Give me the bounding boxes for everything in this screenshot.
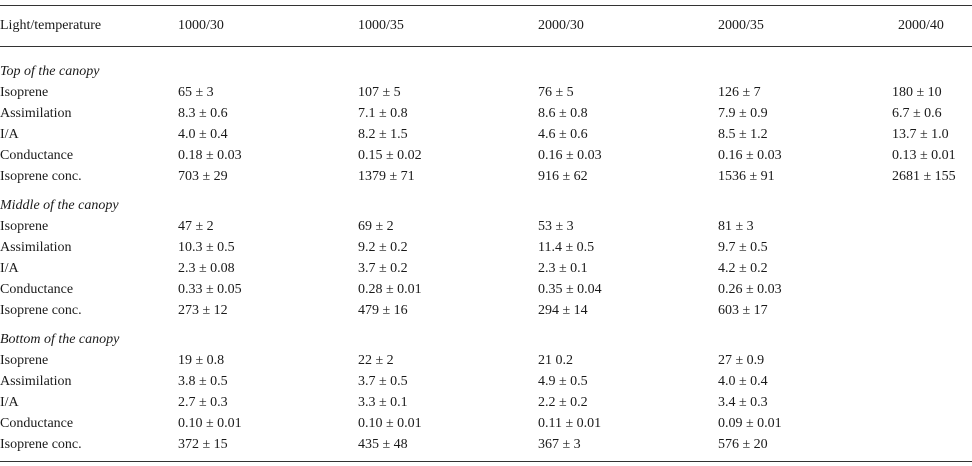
table-cell: 0.33 ± 0.05	[178, 281, 242, 297]
row-label: Isoprene	[0, 84, 49, 100]
row-label: Assimilation	[0, 105, 72, 121]
header-column-1: 1000/30	[178, 18, 224, 33]
table-bottom-rule	[0, 461, 972, 462]
table-cell: 0.09 ± 0.01	[718, 415, 782, 431]
row-label: Isoprene	[0, 218, 49, 234]
table-cell: 4.2 ± 0.2	[718, 260, 768, 276]
table-cell: 273 ± 12	[178, 302, 228, 318]
table-cell: 8.5 ± 1.2	[718, 126, 768, 142]
table-cell: 7.1 ± 0.8	[358, 105, 408, 121]
header-column-4: 2000/35	[718, 18, 764, 33]
table-cell: 3.8 ± 0.5	[178, 373, 228, 389]
table-cell: 0.26 ± 0.03	[718, 281, 782, 297]
table-cell: 435 ± 48	[358, 436, 408, 452]
table-cell: 65 ± 3	[178, 84, 214, 100]
table-header-rule	[0, 46, 972, 47]
table-cell: 0.10 ± 0.01	[178, 415, 242, 431]
section-title-row	[0, 62, 972, 82]
table-cell: 3.3 ± 0.1	[358, 394, 408, 410]
table-row	[0, 83, 972, 103]
table-cell: 1379 ± 71	[358, 168, 415, 184]
table-cell: 13.7 ± 1.0	[892, 126, 949, 142]
table-cell: 4.0 ± 0.4	[718, 373, 768, 389]
table-header-row	[0, 16, 972, 36]
table-cell: 4.6 ± 0.6	[538, 126, 588, 142]
table-cell: 294 ± 14	[538, 302, 588, 318]
section-title-row	[0, 196, 972, 216]
row-label: Isoprene conc.	[0, 168, 82, 184]
table-row	[0, 167, 972, 187]
table-cell: 603 ± 17	[718, 302, 768, 318]
table-cell: 47 ± 2	[178, 218, 214, 234]
table-row	[0, 393, 972, 413]
row-label: Conductance	[0, 415, 74, 431]
section-title: Middle of the canopy	[0, 198, 119, 213]
table-cell: 367 ± 3	[538, 436, 581, 452]
table-row	[0, 280, 972, 300]
table-cell: 10.3 ± 0.5	[178, 239, 235, 255]
table-cell: 69 ± 2	[358, 218, 394, 234]
table-cell: 1536 ± 91	[718, 168, 775, 184]
row-label: Isoprene	[0, 352, 49, 368]
table-cell: 22 ± 2	[358, 352, 394, 368]
table-cell: 0.16 ± 0.03	[718, 147, 782, 163]
table-cell: 576 ± 20	[718, 436, 768, 452]
table-cell: 8.6 ± 0.8	[538, 105, 588, 121]
table-row	[0, 372, 972, 392]
table-cell: 19 ± 0.8	[178, 352, 225, 368]
table-cell: 703 ± 29	[178, 168, 228, 184]
header-column-2: 1000/35	[358, 18, 404, 33]
table-row	[0, 125, 972, 145]
table-cell: 27 ± 0.9	[718, 352, 765, 368]
section-title: Top of the canopy	[0, 64, 100, 79]
table-row	[0, 104, 972, 124]
row-label: I/A	[0, 260, 19, 276]
row-label: I/A	[0, 394, 19, 410]
section-title: Bottom of the canopy	[0, 332, 120, 347]
table-cell: 2.3 ± 0.08	[178, 260, 235, 276]
table-cell: 479 ± 16	[358, 302, 408, 318]
table-cell: 2.7 ± 0.3	[178, 394, 228, 410]
table-cell: 2.2 ± 0.2	[538, 394, 588, 410]
section-title-row	[0, 330, 972, 350]
header-column-3: 2000/30	[538, 18, 584, 33]
table-cell: 3.4 ± 0.3	[718, 394, 768, 410]
table-row	[0, 301, 972, 321]
table-row	[0, 238, 972, 258]
table-cell: 0.18 ± 0.03	[178, 147, 242, 163]
table-cell: 3.7 ± 0.5	[358, 373, 408, 389]
row-label: Isoprene conc.	[0, 436, 82, 452]
table-row	[0, 351, 972, 371]
row-label: Assimilation	[0, 239, 72, 255]
table-cell: 0.28 ± 0.01	[358, 281, 422, 297]
row-label: Assimilation	[0, 373, 72, 389]
header-column-5: 2000/40	[898, 18, 944, 33]
table-cell: 4.0 ± 0.4	[178, 126, 228, 142]
table-cell: 8.3 ± 0.6	[178, 105, 228, 121]
header-label: Light/temperature	[0, 18, 102, 33]
table-cell: 0.35 ± 0.04	[538, 281, 602, 297]
table-cell: 8.2 ± 1.5	[358, 126, 408, 142]
table-cell: 6.7 ± 0.6	[892, 105, 942, 121]
table-cell: 2.3 ± 0.1	[538, 260, 588, 276]
table-cell: 4.9 ± 0.5	[538, 373, 588, 389]
table-row	[0, 217, 972, 237]
table-cell: 2681 ± 155	[892, 168, 956, 184]
table-cell: 7.9 ± 0.9	[718, 105, 768, 121]
table-row	[0, 146, 972, 166]
table-row	[0, 259, 972, 279]
table-cell: 81 ± 3	[718, 218, 754, 234]
row-label: Conductance	[0, 281, 74, 297]
table-cell: 916 ± 62	[538, 168, 588, 184]
table-cell: 0.10 ± 0.01	[358, 415, 422, 431]
table-cell: 0.11 ± 0.01	[538, 415, 602, 431]
table-cell: 3.7 ± 0.2	[358, 260, 408, 276]
table-cell: 0.13 ± 0.01	[892, 147, 956, 163]
table-cell: 53 ± 3	[538, 218, 574, 234]
table-cell: 126 ± 7	[718, 84, 761, 100]
table-cell: 9.2 ± 0.2	[358, 239, 408, 255]
table-cell: 372 ± 15	[178, 436, 228, 452]
table-cell: 11.4 ± 0.5	[538, 239, 595, 255]
table-row	[0, 414, 972, 434]
table-row	[0, 435, 972, 455]
row-label: I/A	[0, 126, 19, 142]
table-cell: 0.16 ± 0.03	[538, 147, 602, 163]
table-cell: 0.15 ± 0.02	[358, 147, 422, 163]
table-cell: 21 0.2	[538, 352, 573, 368]
table-cell: 9.7 ± 0.5	[718, 239, 768, 255]
row-label: Conductance	[0, 147, 74, 163]
table-top-rule	[0, 5, 972, 6]
table-cell: 180 ± 10	[892, 84, 942, 100]
table-cell: 107 ± 5	[358, 84, 401, 100]
row-label: Isoprene conc.	[0, 302, 82, 318]
table-cell: 76 ± 5	[538, 84, 574, 100]
